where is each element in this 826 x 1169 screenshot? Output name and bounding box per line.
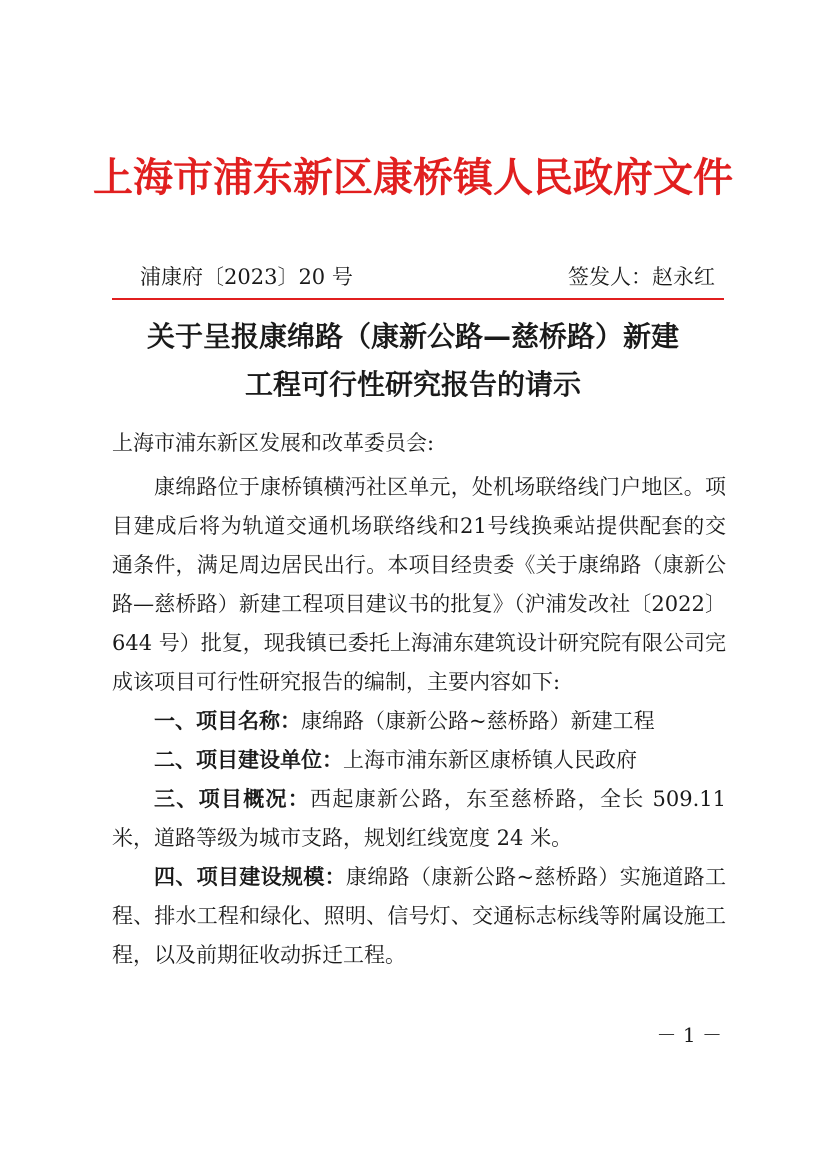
document-meta-row bbox=[140, 262, 715, 292]
document-number: 浦康府〔2023〕20 号 bbox=[140, 265, 353, 289]
item-project-owner bbox=[112, 741, 726, 780]
red-separator-line bbox=[112, 298, 724, 300]
item-project-scale bbox=[112, 858, 726, 975]
item-label: 三、项目概况： bbox=[154, 787, 311, 811]
item-text: 康绵路（康新公路~慈桥路）新建工程 bbox=[301, 709, 655, 733]
signer-label: 签发人： bbox=[568, 265, 652, 289]
document-title-line-2: 工程可行性研究报告的请示 bbox=[244, 368, 581, 401]
page-number: － 1 － bbox=[656, 1023, 722, 1047]
item-text: 上海市浦东新区康桥镇人民政府 bbox=[343, 748, 637, 772]
issuer-header-title: 上海市浦东新区康桥镇人民政府文件 bbox=[93, 155, 733, 201]
document-title-line-1: 关于呈报康绵路（康新公路—慈桥路）新建 bbox=[146, 320, 679, 353]
item-label: 一、项目名称： bbox=[154, 709, 301, 733]
intro-paragraph: 康绵路位于康桥镇横沔社区单元，处机场联络线门户地区。项目建成后将为轨道交通机场联络线和21号线换乘站提供配套的交通条件，满足周边居民出行。本项目经贵委《关于康绵路（康新公路—慈桥路）新建工程项目建议书的批复》（沪浦发改社〔2022〕644 号）批复，现我镇已委托上海浦东建筑设计研究院有限公司完成该项目可行性研究报告的编制，主要内容如下: bbox=[112, 475, 726, 694]
item-label: 四、项目建设规模： bbox=[154, 865, 346, 889]
signer-name: 赵永红 bbox=[652, 265, 715, 289]
item-text: 康绵路（康新公路~慈桥路）实施道路工程、排水工程和绿化、照明、信号灯、交通标志标线等附属设施工程，以及前期征收动拆迁工程。 bbox=[112, 865, 726, 967]
document-body bbox=[112, 468, 726, 975]
item-project-overview bbox=[112, 780, 726, 858]
document-title bbox=[100, 313, 726, 409]
item-text: 西起康新公路，东至慈桥路，全长 509.11 米，道路等级为城市支路，规划红线宽度 24 米。 bbox=[112, 787, 727, 850]
item-label: 二、项目建设单位： bbox=[154, 748, 343, 772]
item-project-name bbox=[112, 702, 726, 741]
addressee: 上海市浦东新区发展和改革委员会: bbox=[112, 431, 435, 455]
signer bbox=[568, 262, 715, 292]
